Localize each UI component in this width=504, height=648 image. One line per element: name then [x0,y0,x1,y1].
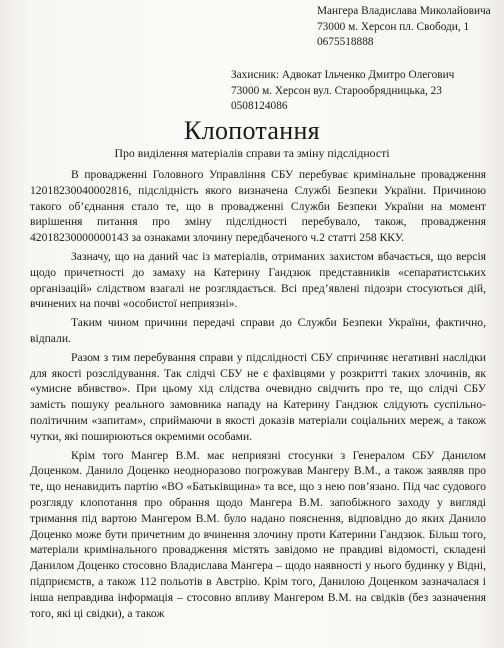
paragraph: Зазначу, що на даний час із матеріалів, отриманих захистом вбачається, що версія щодо причетності до замаху на Катерину Гандзюк представників «сепаратистських організацій» слідством взагалі не розглядається. Всі пред’явлені підозри стосуються дій, вчинених на почві «особистої неприязні». [30,249,486,311]
document-title: Клопотання [184,116,320,145]
defender-address-block [231,68,454,115]
document-subtitle: Про виділення матеріалів справи та зміну підслідності [114,146,390,160]
defender-name: Захисник: Адвокат Ільченко Дмитро Олегович [231,69,455,81]
sender-address-block [317,4,491,51]
sender-name: Мангера Владислава Миколайовича [317,5,491,17]
paragraph: Крім того Мангер В.М. має неприязні стосунки з Генералом СБУ Данилом Доценком. Данило Доценко неодноразово погрожував Мангеру В.М., а також заявляв про те, що ненавидить партію «ВО «Батьківщина» та все, що з нею пов’язано. Під час судового розгляду клопотання про обрання щодо Мангера В.М. запобіжного заходу у вигляді тримання під вартою Мангером В.М. було надано пояснення, відповідно до яких Данило Доценко може бути причетним до вчинення злочину проти Катерини Гандзюк. Більш того, матеріали кримінального провадження містять завідомо не правдиві відомості, складені Данилом Доценко стосовно Владислава Мангера – щодо наявності у нього будинку у Відні, підприємств, а також 112 польотів в Австрію. Крім того, Данилою Доценком зазначалася і інша неправдива інформація – стосовно впливу Мангером В.М. на свідків (без зазначення того, які ці свідки), а також [30,448,486,620]
document-body [30,167,486,624]
sender-address: 73000 м. Херсон пл. Свободи, 1 [317,20,470,33]
sender-phone: 0675518888 [317,36,374,49]
defender-phone: 0508124086 [231,100,288,113]
paragraph: В провадженні Головного Управління СБУ перебуває кримінальне провадження 12018230040002816, підслідність якого визначена Службі Безпеки України. Причиною такого об’єднання стало те, що в провадженні Служби Безпеки України на момент вирішення питання про зміну підслідності перебувало, також, провадження 42018230000000143 за ознаками злочину передбаченого ч.2 статті 258 ККУ. [30,168,486,245]
paragraph: Разом з тим перебування справи у підслідності СБУ спричиняє негативні наслідки для якості розслідування. Так слідчі СБУ не є фахівцями у розкритті таких злочинів, як «умисне вбивство». При цьому хід слідства очевидно свідчить про те, що слідчі СБУ замість пошуку реального замовника нападу на Катерину Гандзюк слідують суспільно-політичним «запитам», сприймаючи в якості доказів матеріали соціальних мереж, а також чутки, які поширюються окремими особами. [30,350,486,443]
paragraph: Таким чином причини передачі справи до Служби Безпеки України, фактично, відпали. [30,316,486,345]
defender-address: 73000 м. Херсон вул. Старообрядницька, 23 [231,84,442,97]
